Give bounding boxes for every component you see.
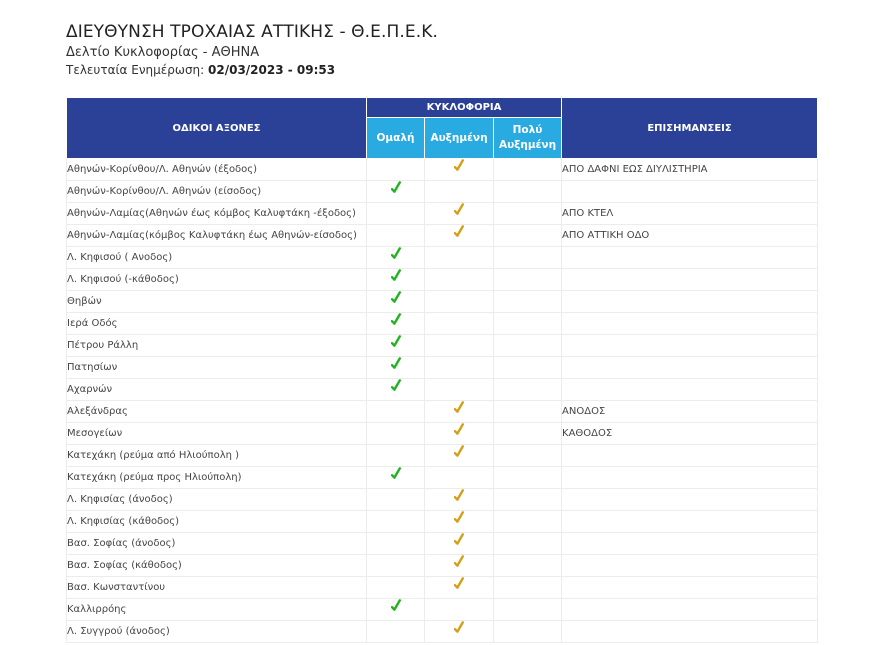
road-name: Αλεξάνδρας (67, 401, 367, 423)
status-increased-cell (425, 489, 494, 511)
road-name: Κατεχάκη (ρεύμα από Ηλιούπολη ) (67, 445, 367, 467)
status-very-increased-cell (494, 621, 562, 643)
note-cell (562, 599, 818, 621)
status-very-increased-cell (494, 335, 562, 357)
status-increased-cell (425, 423, 494, 445)
table-row (67, 181, 818, 203)
note-cell (562, 335, 818, 357)
status-very-increased-cell (494, 511, 562, 533)
header-notes: ΕΠΙΣΗΜΑΝΣΕΙΣ (562, 98, 818, 159)
check-icon (454, 445, 464, 457)
table-row (67, 467, 818, 489)
table-row (67, 291, 818, 313)
status-increased-cell (425, 599, 494, 621)
status-normal-cell (367, 511, 425, 533)
table-row (67, 269, 818, 291)
table-row (67, 203, 818, 225)
status-very-increased-cell (494, 423, 562, 445)
status-normal-cell (367, 555, 425, 577)
road-name: Αθηνών-Κορίνθου/Λ. Αθηνών (έξοδος) (67, 159, 367, 181)
check-icon (391, 181, 401, 193)
status-normal-cell (367, 357, 425, 379)
status-very-increased-cell (494, 445, 562, 467)
status-normal-cell (367, 159, 425, 181)
status-very-increased-cell (494, 577, 562, 599)
last-update-value: 02/03/2023 - 09:53 (208, 63, 336, 77)
note-cell: ΚΑΘΟΔΟΣ (562, 423, 818, 445)
header-normal: Ομαλή (367, 118, 425, 159)
table-row (67, 401, 818, 423)
road-name: Λ. Συγγρού (άνοδος) (67, 621, 367, 643)
table-row (67, 533, 818, 555)
status-increased-cell (425, 533, 494, 555)
table-row (67, 599, 818, 621)
table-row (67, 621, 818, 643)
road-name: Καλλιρρόης (67, 599, 367, 621)
status-increased-cell (425, 621, 494, 643)
table-row (67, 511, 818, 533)
note-cell: ΑΠΟ ΔΑΦΝΙ ΕΩΣ ΔΙΥΛΙΣΤΗΡΙΑ (562, 159, 818, 181)
check-icon (454, 225, 464, 237)
note-cell (562, 379, 818, 401)
table-row (67, 225, 818, 247)
header-very-increased (494, 118, 562, 159)
road-name: Λ. Κηφισίας (άνοδος) (67, 489, 367, 511)
header-increased: Αυξημένη (425, 118, 494, 159)
check-icon (391, 313, 401, 325)
check-icon (454, 577, 464, 589)
status-very-increased-cell (494, 269, 562, 291)
header-very-increased-line1: Πολύ (512, 124, 543, 136)
status-very-increased-cell (494, 181, 562, 203)
status-normal-cell (367, 379, 425, 401)
note-cell (562, 533, 818, 555)
page-title: ΔΙΕΥΘΥΝΣΗ ΤΡΟΧΑΙΑΣ ΑΤΤΙΚΗΣ - Θ.Ε.Π.Ε.Κ. (66, 22, 438, 42)
status-very-increased-cell (494, 599, 562, 621)
status-normal-cell (367, 269, 425, 291)
table-row (67, 489, 818, 511)
status-normal-cell (367, 621, 425, 643)
table-row (67, 445, 818, 467)
status-increased-cell (425, 313, 494, 335)
note-cell (562, 489, 818, 511)
header-roads: ΟΔΙΚΟΙ ΑΞΟΝΕΣ (67, 98, 367, 159)
status-increased-cell (425, 335, 494, 357)
check-icon (391, 467, 401, 479)
table-row (67, 335, 818, 357)
road-name: Αχαρνών (67, 379, 367, 401)
last-update-label: Τελευταία Ενημέρωση: (66, 63, 209, 77)
note-cell (562, 445, 818, 467)
note-cell: ΑΝΟΔΟΣ (562, 401, 818, 423)
road-name: Βασ. Κωνσταντίνου (67, 577, 367, 599)
status-very-increased-cell (494, 379, 562, 401)
status-normal-cell (367, 599, 425, 621)
table-row (67, 423, 818, 445)
check-icon (391, 247, 401, 259)
status-increased-cell (425, 379, 494, 401)
check-icon (391, 599, 401, 611)
status-increased-cell (425, 445, 494, 467)
status-normal-cell (367, 533, 425, 555)
check-icon (454, 423, 464, 435)
status-very-increased-cell (494, 159, 562, 181)
status-very-increased-cell (494, 247, 562, 269)
note-cell (562, 577, 818, 599)
check-icon (391, 269, 401, 281)
check-icon (391, 357, 401, 369)
status-increased-cell (425, 555, 494, 577)
road-name: Θηβών (67, 291, 367, 313)
status-very-increased-cell (494, 467, 562, 489)
status-normal-cell (367, 203, 425, 225)
road-name: Λ. Κηφισίας (κάθοδος) (67, 511, 367, 533)
status-increased-cell (425, 577, 494, 599)
last-update (66, 62, 438, 79)
note-cell (562, 269, 818, 291)
status-very-increased-cell (494, 401, 562, 423)
status-very-increased-cell (494, 203, 562, 225)
status-very-increased-cell (494, 357, 562, 379)
check-icon (454, 489, 464, 501)
status-increased-cell (425, 203, 494, 225)
check-icon (454, 555, 464, 567)
note-cell (562, 357, 818, 379)
status-normal-cell (367, 181, 425, 203)
status-increased-cell (425, 291, 494, 313)
road-name: Λ. Κηφισού ( Ανοδος) (67, 247, 367, 269)
road-name: Πέτρου Ράλλη (67, 335, 367, 357)
check-icon (454, 401, 464, 413)
check-icon (391, 291, 401, 303)
note-cell (562, 247, 818, 269)
status-increased-cell (425, 357, 494, 379)
note-cell (562, 467, 818, 489)
note-cell (562, 181, 818, 203)
status-increased-cell (425, 467, 494, 489)
table-row (67, 247, 818, 269)
road-name: Πατησίων (67, 357, 367, 379)
status-very-increased-cell (494, 555, 562, 577)
check-icon (454, 159, 464, 171)
note-cell (562, 511, 818, 533)
table-row (67, 555, 818, 577)
status-normal-cell (367, 401, 425, 423)
table-row (67, 313, 818, 335)
status-increased-cell (425, 511, 494, 533)
page-subtitle: Δελτίο Κυκλοφορίας - ΑΘΗΝΑ (66, 45, 260, 60)
check-icon (454, 533, 464, 545)
status-very-increased-cell (494, 313, 562, 335)
header-traffic: ΚΥΚΛΟΦΟΡΙΑ (367, 98, 562, 118)
status-normal-cell (367, 489, 425, 511)
road-name: Βασ. Σοφίας (κάθοδος) (67, 555, 367, 577)
status-very-increased-cell (494, 291, 562, 313)
check-icon (391, 379, 401, 391)
status-very-increased-cell (494, 489, 562, 511)
status-increased-cell (425, 159, 494, 181)
status-very-increased-cell (494, 533, 562, 555)
traffic-table (66, 97, 818, 643)
status-increased-cell (425, 401, 494, 423)
note-cell (562, 291, 818, 313)
table-row (67, 379, 818, 401)
status-normal-cell (367, 445, 425, 467)
road-name: Αθηνών-Λαμίας(Αθηνών έως κόμβος Καλυφτάκη -έξοδος) (67, 203, 367, 225)
note-cell: ΑΠΟ ΑΤΤΙΚΗ ΟΔΟ (562, 225, 818, 247)
table-row (67, 159, 818, 181)
road-name: Βασ. Σοφίας (άνοδος) (67, 533, 367, 555)
check-icon (391, 335, 401, 347)
header-very-increased-line2: Αυξημένη (498, 139, 557, 151)
check-icon (454, 511, 464, 523)
status-very-increased-cell (494, 225, 562, 247)
note-cell: ΑΠΟ ΚΤΕΛ (562, 203, 818, 225)
status-increased-cell (425, 269, 494, 291)
status-increased-cell (425, 225, 494, 247)
road-name: Αθηνών-Κορίνθου/Λ. Αθηνών (είσοδος) (67, 181, 367, 203)
road-name: Αθηνών-Λαμίας(κόμβος Καλυφτάκη έως Αθηνών-είσοδος) (67, 225, 367, 247)
check-icon (454, 621, 464, 633)
road-name: Ιερά Οδός (67, 313, 367, 335)
road-name: Λ. Κηφισού (-κάθοδος) (67, 269, 367, 291)
road-name: Μεσογείων (67, 423, 367, 445)
table-row (67, 577, 818, 599)
status-normal-cell (367, 291, 425, 313)
status-increased-cell (425, 181, 494, 203)
page-header (66, 22, 438, 79)
check-icon (454, 203, 464, 215)
road-name: Κατεχάκη (ρεύμα προς Ηλιούπολη) (67, 467, 367, 489)
note-cell (562, 313, 818, 335)
status-normal-cell (367, 247, 425, 269)
status-increased-cell (425, 247, 494, 269)
status-normal-cell (367, 467, 425, 489)
status-normal-cell (367, 225, 425, 247)
status-normal-cell (367, 313, 425, 335)
status-normal-cell (367, 335, 425, 357)
note-cell (562, 555, 818, 577)
note-cell (562, 621, 818, 643)
traffic-table-body (67, 159, 818, 643)
status-normal-cell (367, 577, 425, 599)
table-row (67, 357, 818, 379)
status-normal-cell (367, 423, 425, 445)
